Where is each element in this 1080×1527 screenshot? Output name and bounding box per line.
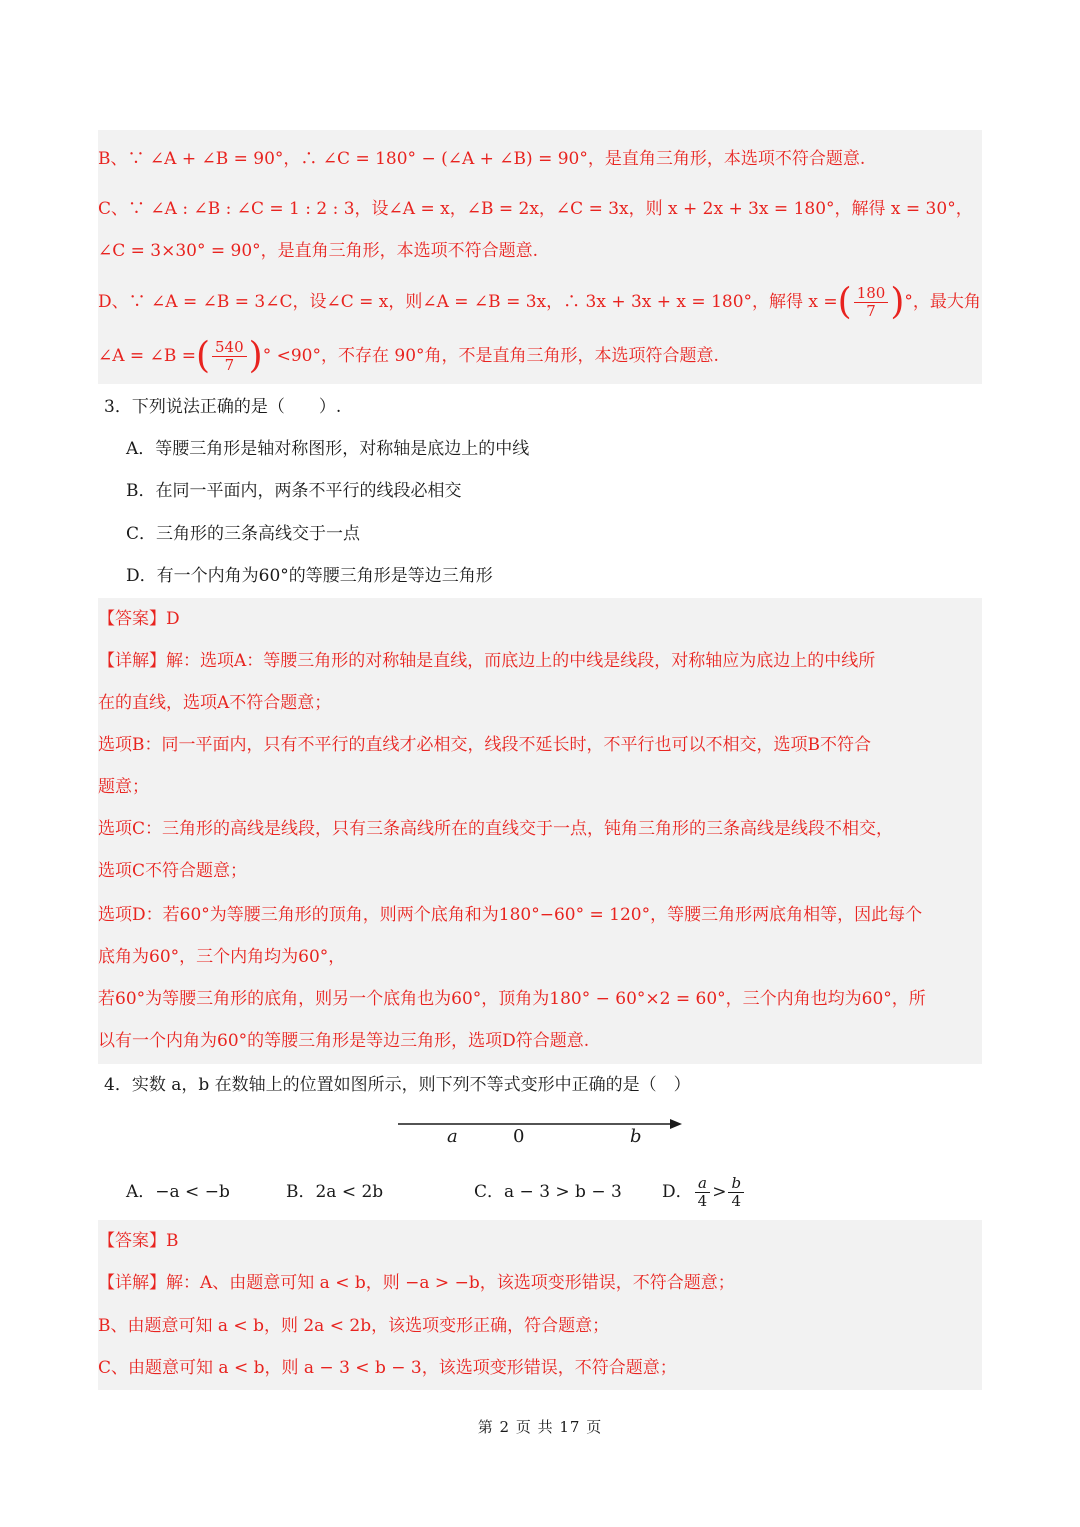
q3-detail-line: 选项C：三角形的高线是线段，只有三条高线所在的直线交于一点，钝角三角形的三条高线是线段不相交，	[98, 819, 894, 839]
q4-detail-line: C、由题意可知 a < b，则 a − 3 < b − 3，该选项变形错误，不符合题意；	[98, 1358, 677, 1378]
q4-stem: 4．实数 a，b 在数轴上的位置如图所示，则下列不等式变形中正确的是（ ）	[104, 1075, 691, 1095]
q3-option-a: A．等腰三角形是轴对称图形，对称轴是底边上的中线	[126, 439, 530, 459]
q3-detail-line: 选项D：若60°为等腰三角形的顶角，则两个底角和为180°−60° = 120°，等腰三角形两底角相等，因此每个	[98, 905, 923, 925]
q3-detail-line: 在的直线，选项A不符合题意；	[98, 693, 332, 713]
q4-detail-line: 【详解】解：A、由题意可知 a < b，则 −a > −b，该选项变形错误，不符合题意；	[98, 1273, 735, 1293]
q2-line-c1: C、∵ ∠A : ∠B : ∠C = 1 : 2 : 3，设∠A = x，∠B = 2x，∠C = 3x，则 x + 2x + 3x = 180°，解得 x = 30°，	[98, 199, 973, 219]
q4-answer: 【答案】B	[98, 1231, 179, 1251]
number-line-label-a: a	[447, 1126, 458, 1147]
q4-solution-block	[98, 1220, 982, 1390]
q4-fraction-a-4: $\frac{a}{4}$	[695, 1175, 711, 1210]
q3-option-c: C．三角形的三条高线交于一点	[126, 524, 361, 544]
page-footer: 第 2 页 共 17 页	[477, 1418, 603, 1436]
q3-answer: 【答案】D	[98, 609, 180, 629]
q2-line-d1-text: D、∵ ∠A = ∠B = 3∠C，设∠C = x，则∠A = ∠B = 3x，∴ 3x + 3x + x = 180°，解得 x =	[98, 292, 838, 312]
q2-line-d1: D、∵ ∠A = ∠B = 3∠C，设∠C = x，则∠A = ∠B = 3x，∴ 3x + 3x + x = 180°，解得 x =( $\frac{180}{7}$ )°，最大角	[98, 281, 981, 323]
q4-fraction-b-4: $\frac{b}{4}$	[728, 1175, 744, 1210]
q4-option-b: B．2a < 2b	[286, 1182, 384, 1202]
q3-stem: 3．下列说法正确的是（ ）.	[104, 397, 342, 417]
q2-line-d2: ∠A = ∠B =( $\frac{540}{7}$ )° <90°，不存在 90°角，不是直角三角形，本选项符合题意.	[98, 335, 719, 377]
q2-line-b: B、∵ ∠A + ∠B = 90°，∴ ∠C = 180° − (∠A + ∠B) = 90°，是直角三角形，本选项不符合题意.	[98, 149, 866, 169]
q3-detail-line: 选项C不符合题意；	[98, 861, 248, 881]
q3-solution-block	[98, 598, 982, 1064]
number-line-label-b: b	[630, 1126, 642, 1147]
q3-option-b: B．在同一平面内，两条不平行的线段必相交	[126, 481, 462, 501]
q3-detail-line: 若60°为等腰三角形的底角，则另一个底角也为60°，顶角为180° − 60°×2 = 60°，三个内角也均为60°，所	[98, 989, 926, 1009]
q3-detail-line: 【详解】解：选项A：等腰三角形的对称轴是直线，而底边上的中线是线段，对称轴应为底边上的中线所	[98, 651, 876, 671]
q3-option-d: D．有一个内角为60°的等腰三角形是等边三角形	[126, 566, 493, 586]
number-line-label-zero: 0	[513, 1126, 525, 1147]
q2-fraction-180-7: $\frac{180}{7}$	[854, 285, 889, 320]
q2-solution-block	[98, 130, 982, 384]
q2-line-d2-text: ∠A = ∠B =	[98, 346, 196, 366]
q3-detail-line: 选项B：同一平面内，只有不平行的直线才必相交，线段不延长时，不平行也可以不相交，选项B不符合	[98, 735, 871, 755]
q3-detail-line: 题意；	[98, 777, 149, 797]
q4-option-a: A．−a < −b	[126, 1182, 230, 1202]
q4-detail-line: B、由题意可知 a < b，则 2a < 2b，该选项变形正确，符合题意；	[98, 1316, 610, 1336]
q2-fraction-540-7: $\frac{540}{7}$	[212, 339, 247, 374]
q3-detail-line: 底角为60°，三个内角均为60°，	[98, 947, 346, 967]
q4-option-c: C．a − 3 > b − 3	[474, 1182, 622, 1202]
number-line-arrow-icon	[670, 1119, 682, 1129]
q2-line-c2: ∠C = 3×30° = 90°，是直角三角形，本选项不符合题意.	[98, 241, 539, 261]
q4-option-d: D． $\frac{a}{4}$ > $\frac{b}{4}$	[662, 1170, 746, 1214]
number-line	[390, 1112, 690, 1136]
q3-detail-line: 以有一个内角为60°的等腰三角形是等边三角形，选项D符合题意.	[98, 1031, 590, 1051]
